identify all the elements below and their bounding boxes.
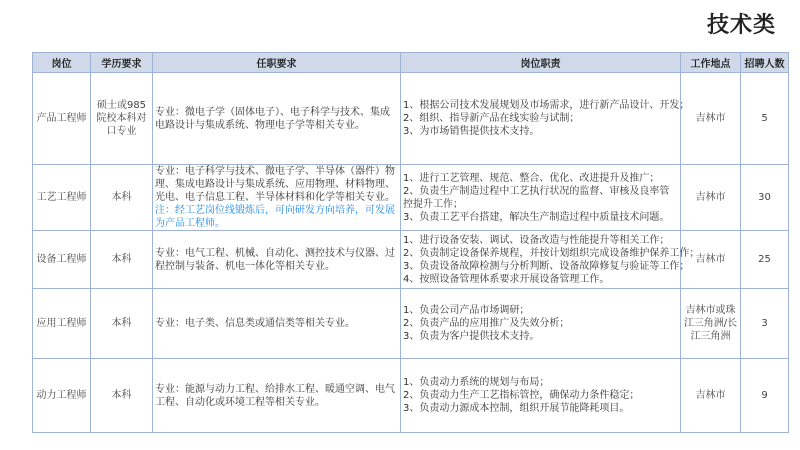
education-cell: 本科 (91, 289, 153, 359)
table-header-row (33, 53, 789, 73)
duties-cell (401, 165, 681, 231)
education-cell: 本科 (91, 359, 153, 433)
job-table (32, 52, 789, 433)
duties-cell (401, 73, 690, 165)
duty-item: 1、负责公司产品市场调研； (403, 305, 530, 316)
location-cell: 吉林市 (681, 165, 741, 231)
header-requirements: 任职要求 (153, 53, 401, 73)
requirements-note: 注：经工艺岗位线锻炼后，可向研发方向培养，可发展为产品工程师。 (155, 205, 395, 229)
requirements-cell (153, 73, 401, 165)
duty-item: 2、组织、指导新产品在线实验与试制； (403, 113, 580, 124)
requirements-text: 专业：电气工程、机械、自动化、测控技术与仪器、过程控制与装备、机电一体化等相关专业。 (155, 247, 395, 272)
table-row (33, 73, 789, 165)
requirements-cell (153, 231, 401, 289)
duty-item: 1、进行工艺管理、规范、整合、优化、改进提升及推广； (403, 172, 660, 184)
header-position: 岗位 (33, 53, 91, 73)
header-education: 学历要求 (91, 53, 153, 73)
duty-item: 2、负责动力生产工艺指标管控，确保动力条件稳定； (403, 390, 640, 401)
header-count: 招聘人数 (741, 53, 789, 73)
count-cell: 25 (741, 231, 789, 289)
location-cell: 吉林市 (681, 359, 741, 433)
duty-item: 3、负责设备故障检测与分析判断、设备故障修复与验证等工作； (403, 260, 690, 272)
header-location: 工作地点 (681, 53, 741, 73)
position-cell: 设备工程师 (33, 231, 91, 289)
duty-item: 3、负责工艺平台搭建，解决生产制造过程中质量技术问题。 (403, 211, 670, 223)
duties-cell (401, 359, 681, 433)
education-cell: 本科 (91, 231, 153, 289)
page-title: 技术类 (706, 13, 776, 38)
requirements-cell (153, 165, 401, 231)
duties-cell (401, 289, 681, 359)
position-cell: 工艺工程师 (33, 165, 91, 231)
education-cell: 本科 (91, 165, 153, 231)
count-cell: 5 (741, 73, 789, 165)
duty-item: 4、按照设备管理体系要求开展设备管理工作。 (403, 273, 610, 285)
table-row (33, 165, 789, 231)
requirements-text: 专业：能源与动力工程、给排水工程、暖通空调、电气工程、自动化或环境工程等相关专业。 (155, 383, 395, 408)
duty-item: 1、负责动力系统的规划与布局； (403, 377, 550, 388)
location-cell: 吉林市或珠江三角洲/长江三角洲 (681, 289, 741, 359)
count-cell: 30 (741, 165, 789, 231)
requirements-text: 专业：电子科学与技术、微电子学、半导体（器件）物理、集成电路设计与集成系统、应用物理、材料物理、光电、电子信息工程、半导体材料和化学等相关专业。 (155, 166, 395, 203)
duties-cell (401, 231, 700, 289)
requirements-text: 专业：电子类、信息类或通信类等相关专业。 (155, 318, 355, 329)
duty-item: 1、进行设备安装、调试、设备改造与性能提升等相关工作； (403, 234, 670, 246)
duty-item: 3、为市场销售提供技术支持。 (403, 126, 540, 137)
requirements-cell (153, 289, 401, 359)
duty-item: 3、负责为客户提供技术支持。 (403, 331, 540, 342)
position-cell: 动力工程师 (33, 359, 91, 433)
requirements-text: 专业：微电子学（固体电子）、电子科学与技术、集成电路设计与集成系统、物理电子学等相关专业。 (155, 106, 390, 131)
requirements-cell (153, 359, 401, 433)
count-cell: 3 (741, 289, 789, 359)
position-cell: 应用工程师 (33, 289, 91, 359)
header-duties: 岗位职责 (401, 53, 681, 73)
duty-item: 1、根据公司技术发展规划及市场需求，进行新产品设计、开发； (403, 100, 690, 111)
table-row (33, 289, 789, 359)
duty-item: 3、负责动力源成本控制，组织开展节能降耗项目。 (403, 403, 630, 414)
location-cell: 吉林市 (681, 231, 741, 289)
position-cell: 产品工程师 (33, 73, 91, 165)
duty-item: 2、负责产品的应用推广及失效分析； (403, 318, 570, 329)
table-row (33, 231, 789, 289)
education-cell: 硕士或985院校本科对口专业 (91, 73, 153, 165)
duty-item: 2、负责制定设备保养规程，并按计划组织完成设备维护保养工作； (403, 247, 700, 259)
location-cell: 吉林市 (681, 73, 741, 165)
table-row (33, 359, 789, 433)
count-cell: 9 (741, 359, 789, 433)
duty-item: 2、负责生产制造过程中工艺执行状况的监督、审核及良率管控提升工作； (403, 185, 670, 210)
